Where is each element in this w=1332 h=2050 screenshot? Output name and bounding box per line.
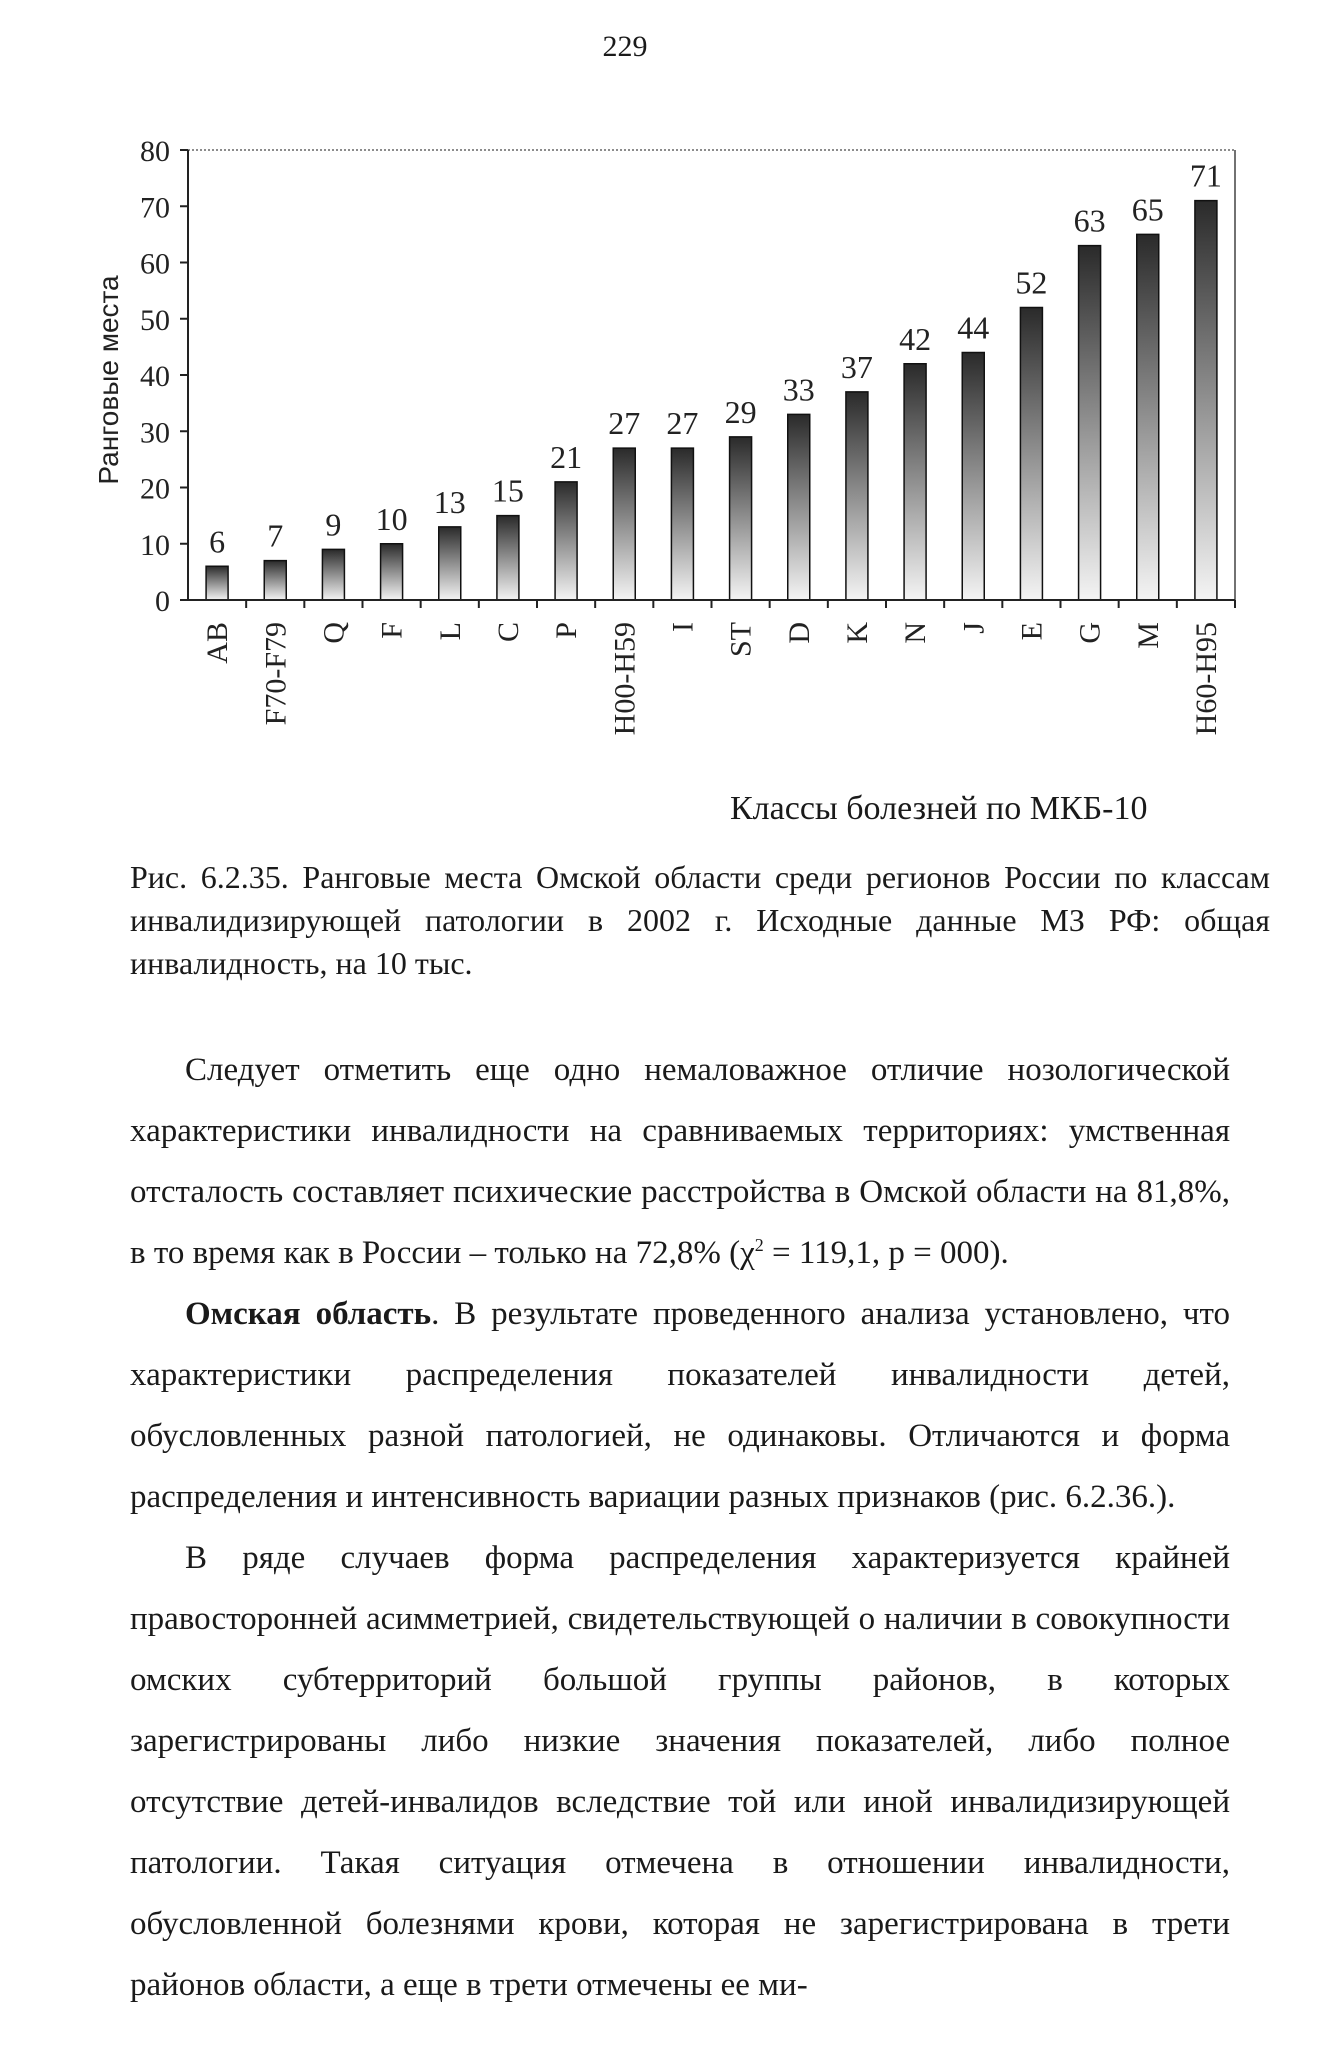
- data-label: 6: [209, 523, 226, 560]
- x-tick-label: E: [1015, 622, 1049, 641]
- y-tick-label: 70: [140, 191, 170, 225]
- paragraph-2-text: . В результате проведенного анализа установлено, что характеристики распределения показателей инвалидности детей, обусловленных разной патологией, не одинаковы. Отличаются и форма распределения и интенсивность вариации разных признаков (рис. 6.2.36.).: [130, 1296, 1230, 1515]
- data-label: 71: [1189, 157, 1222, 194]
- data-label: 65: [1131, 191, 1164, 228]
- bar: [730, 437, 752, 600]
- data-label: 33: [782, 371, 815, 408]
- x-tick-label: D: [782, 622, 816, 644]
- x-tick-label: H00-H59: [608, 622, 642, 736]
- x-tick-label: J: [957, 622, 991, 634]
- data-label: 44: [957, 309, 990, 346]
- x-tick-label: K: [840, 622, 874, 644]
- paragraph-1: [130, 1040, 1230, 1284]
- x-tick-label: L: [433, 622, 467, 641]
- paragraph-3: В ряде случаев форма распределения характеризуется крайней правосторонней асимметрией, свидетельствующей о наличии в совокупности омских субтерриторий большой группы районов, в которых зарегистрированы либо низкие значения показателей, либо полное отсутствие детей-инвалидов вследствие той или иной инвалидизирующей патологии. Такая ситуация отмечена в отношении инвалидности, обусловленной болезнями крови, которая не зарегистрирована в трети районов области, а еще в трети отмечены ее ми-: [130, 1540, 1230, 2003]
- x-tick-label: N: [899, 622, 933, 644]
- chi-square-superscript: 2: [754, 1235, 764, 1255]
- bar: [439, 527, 461, 600]
- page-number: 229: [602, 30, 648, 63]
- data-label: 27: [608, 405, 641, 442]
- x-axis: [188, 600, 1235, 735]
- data-label: 27: [666, 405, 699, 442]
- figure-caption: Рис. 6.2.35. Ранговые места Омской области среди регионов России по классам инвалидизирующей патологии в 2002 г. Исходные данные МЗ РФ: общая инвалидность, на 10 тыс.: [130, 859, 1270, 981]
- bar: [846, 392, 868, 600]
- x-tick-label: G: [1073, 622, 1107, 644]
- rank-bar-chart: [0, 0, 1332, 860]
- bar: [613, 448, 635, 600]
- y-axis: [140, 135, 188, 618]
- data-label: 9: [325, 506, 342, 543]
- x-tick-label: C: [491, 622, 525, 643]
- bar: [788, 414, 810, 600]
- x-tick-label: F70-F79: [259, 622, 293, 726]
- data-label: 15: [491, 472, 524, 509]
- y-tick-label: 80: [140, 135, 170, 168]
- x-tick-label: M: [1131, 622, 1165, 649]
- data-label: 29: [724, 393, 757, 430]
- data-label: 52: [1015, 264, 1048, 301]
- paragraph-1-end: = 119,1, p = 000).: [763, 1235, 1009, 1271]
- data-label: 37: [840, 348, 873, 385]
- bar: [1195, 201, 1217, 600]
- bars-group: [206, 158, 1222, 600]
- y-tick-label: 0: [155, 585, 170, 618]
- data-label: 42: [899, 320, 932, 357]
- bar: [322, 549, 344, 600]
- bar: [1079, 246, 1101, 600]
- data-label: 21: [550, 438, 583, 475]
- y-tick-label: 50: [140, 303, 170, 337]
- bar: [1137, 234, 1159, 600]
- y-axis-title: Ранговые места: [93, 275, 124, 485]
- bar: [962, 353, 984, 601]
- bar: [206, 566, 228, 600]
- data-label: 63: [1073, 202, 1106, 239]
- bar: [381, 544, 403, 600]
- bar: [264, 561, 286, 600]
- x-tick-label: AB: [201, 622, 235, 664]
- y-tick-label: 20: [140, 472, 170, 506]
- paragraph-1-text: Следует отметить еще одно немаловажное отличие нозологической характеристики инвалидности на сравниваемых территориях: умственная отсталость составляет психические расстройства в Омской области на 81,8%, в то время как в России – только на 72,8% (χ: [130, 1052, 1230, 1271]
- data-label: 10: [375, 500, 408, 537]
- bar: [671, 448, 693, 600]
- bar: [904, 364, 926, 600]
- x-tick-label: Q: [317, 622, 351, 644]
- y-tick-label: 30: [140, 416, 170, 450]
- y-tick-label: 10: [140, 528, 170, 562]
- y-tick-label: 40: [140, 360, 170, 393]
- bar: [497, 516, 519, 600]
- y-tick-label: 60: [140, 247, 170, 281]
- paragraph-2-lead: Омская область: [185, 1296, 432, 1332]
- bar: [1020, 308, 1042, 601]
- data-label: 7: [267, 517, 284, 554]
- x-tick-label: ST: [724, 622, 758, 658]
- data-label: 13: [433, 483, 466, 520]
- x-axis-title: Классы болезней по МКБ-10: [730, 790, 1148, 827]
- body-text: [130, 1040, 1230, 2016]
- paragraph-2: [130, 1284, 1230, 1528]
- bar: [555, 482, 577, 600]
- x-tick-label: I: [666, 622, 700, 632]
- x-tick-label: F: [375, 622, 409, 639]
- x-tick-label: H60-H95: [1189, 622, 1223, 736]
- x-tick-label: P: [550, 622, 584, 639]
